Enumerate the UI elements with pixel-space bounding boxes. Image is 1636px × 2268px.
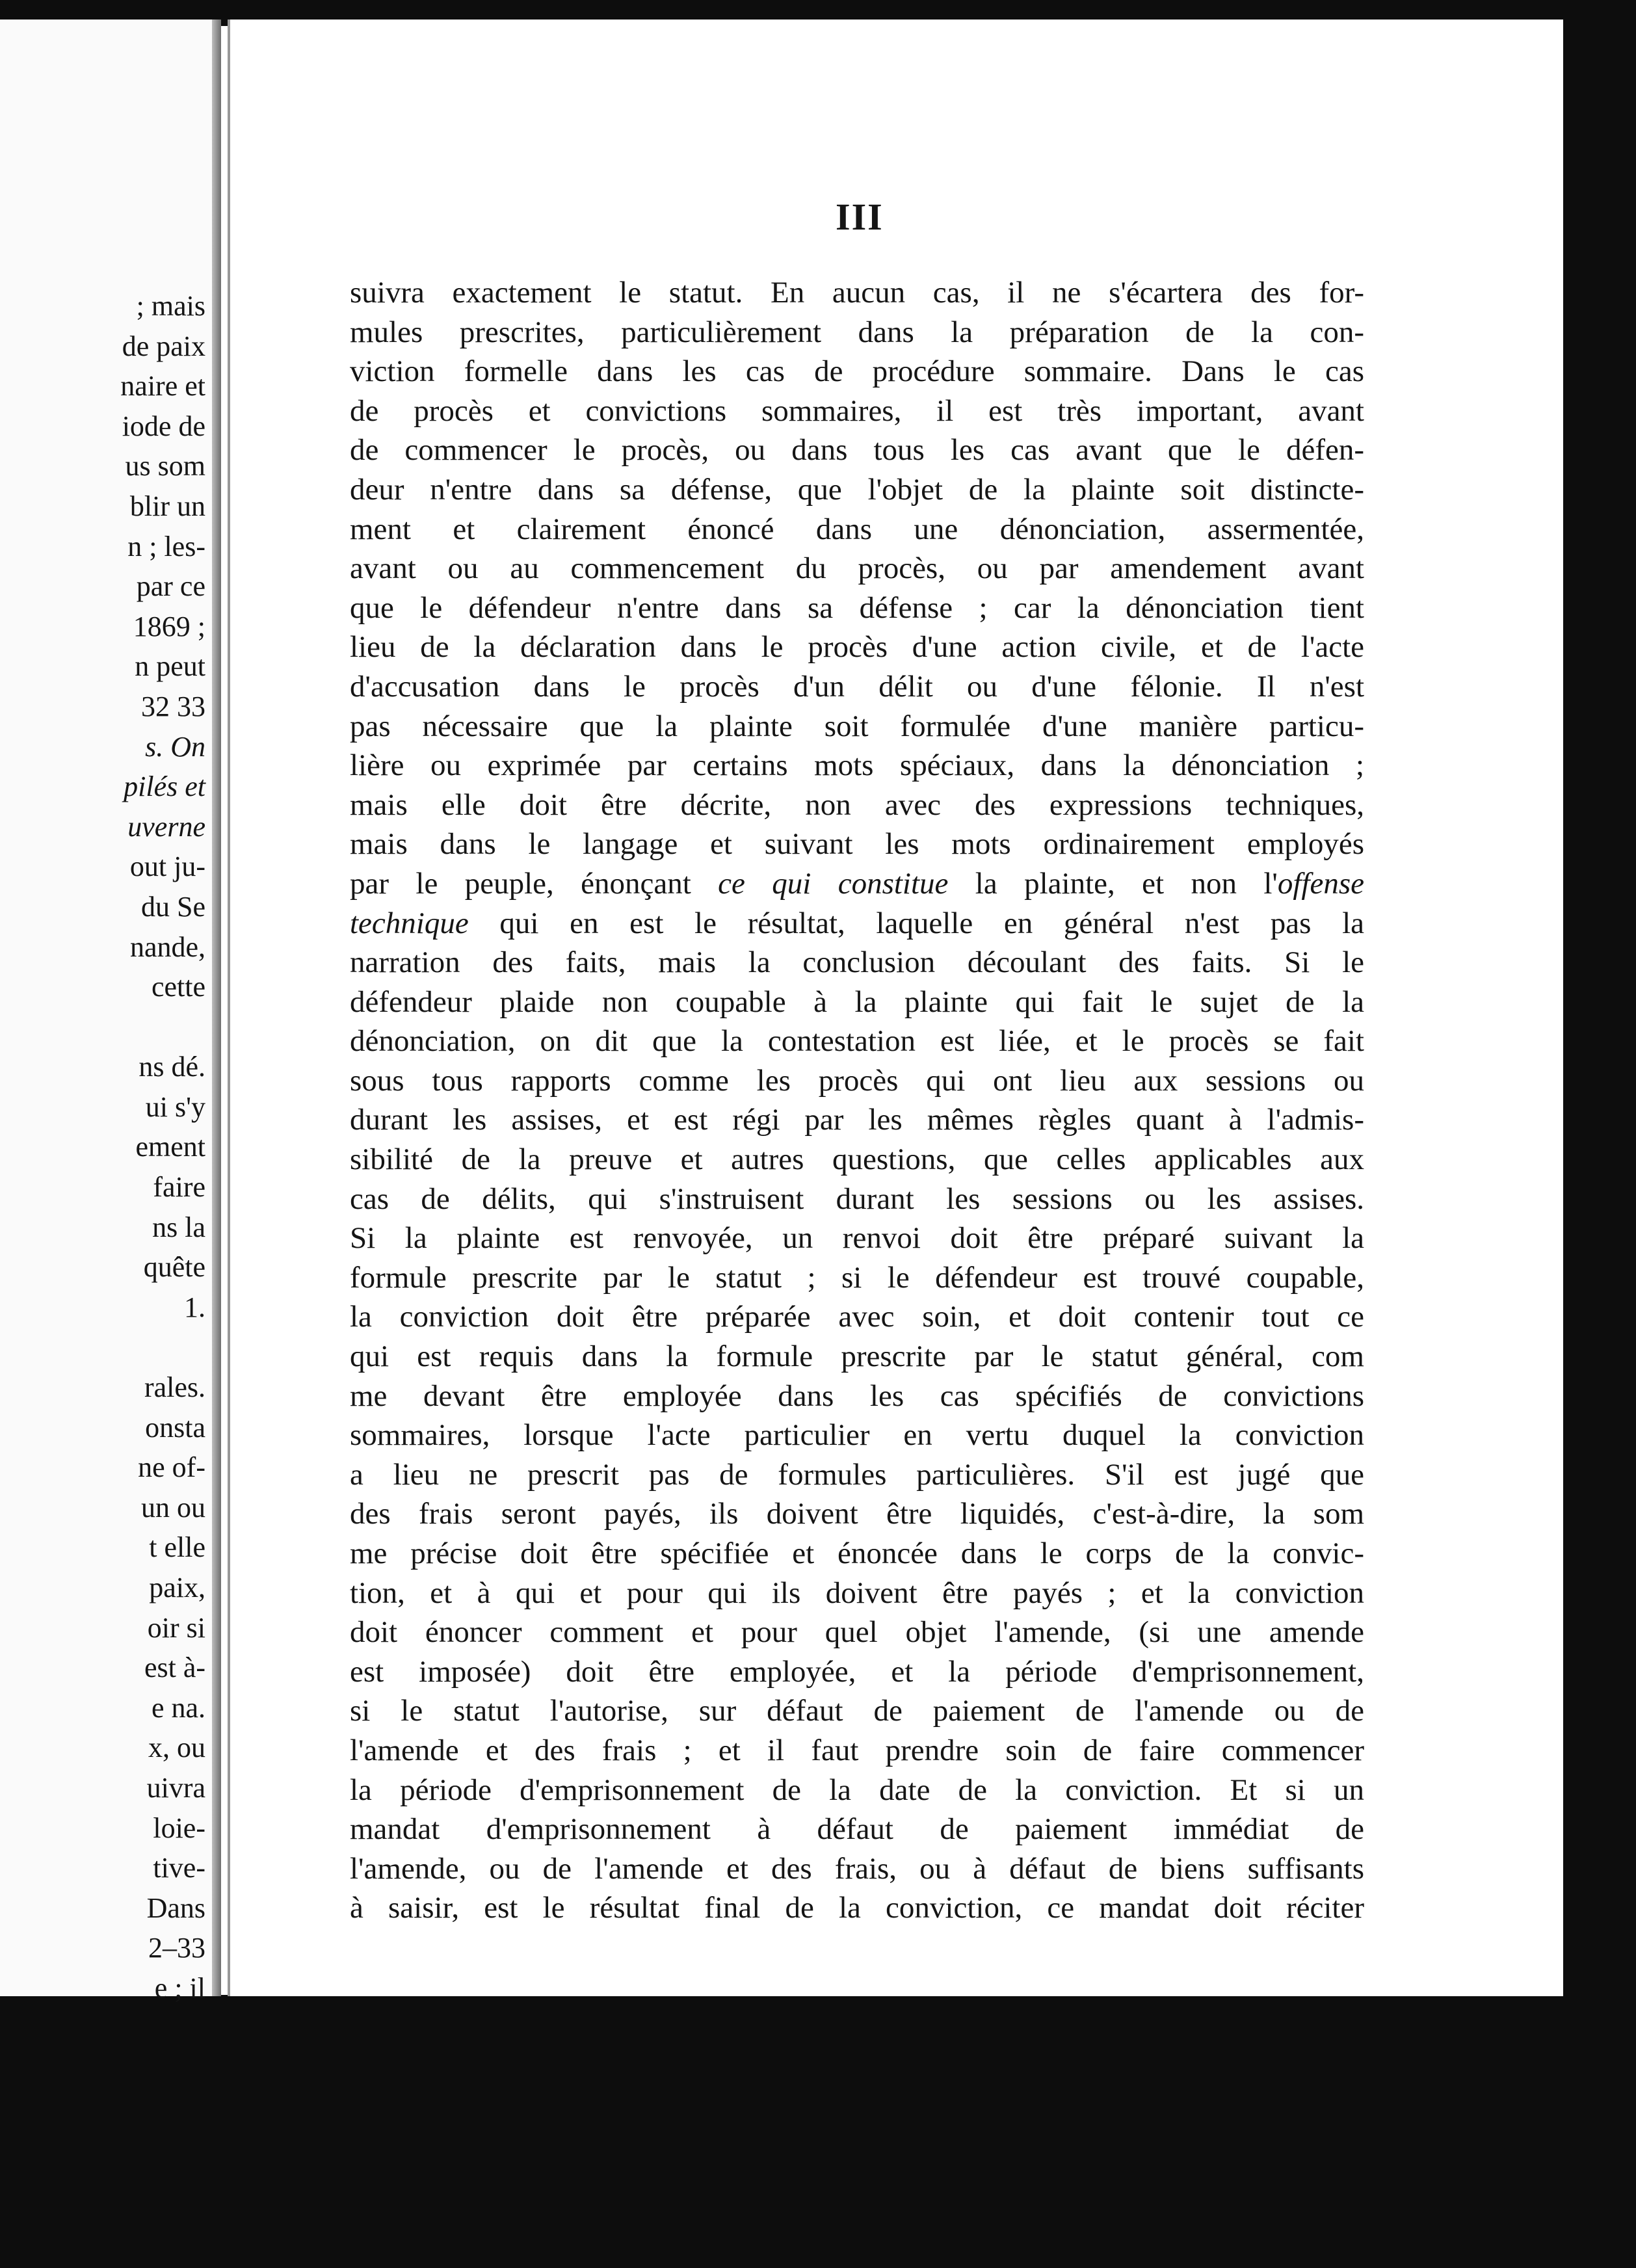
- facing-page-line: s. On: [145, 730, 205, 763]
- text-segment: narration des faits, mais la conclusion découlant des faits. Si le: [350, 945, 1364, 980]
- facing-page-line: faire: [153, 1171, 205, 1204]
- text-line: [350, 943, 1364, 982]
- text-line: [350, 1574, 1364, 1613]
- text-line: [350, 391, 1364, 431]
- facing-page-line: t elle: [149, 1531, 205, 1564]
- text-line: [350, 746, 1364, 785]
- facing-page-line: oir si: [147, 1611, 205, 1644]
- text-line: [350, 1849, 1364, 1889]
- text-line: [350, 1731, 1364, 1771]
- text-segment: ment et clairement énoncé dans une dénonciation, assermentée,: [350, 512, 1364, 546]
- facing-page-line: onsta: [145, 1411, 205, 1444]
- text-line: [350, 1140, 1364, 1180]
- facing-page-line: [120, 1327, 205, 1367]
- text-line: [350, 1613, 1364, 1652]
- facing-page-text: [120, 286, 205, 2009]
- facing-page-line: ; mais: [136, 290, 205, 322]
- facing-page-line: 32 33: [141, 690, 205, 722]
- text-line: [350, 904, 1364, 943]
- facing-page-line: tive-: [153, 1852, 205, 1884]
- facing-page-line: naire et: [120, 370, 205, 402]
- facing-page-line: rales.: [144, 1371, 205, 1404]
- facing-page-line: est à-: [144, 1652, 205, 1684]
- text-line: [350, 1022, 1364, 1061]
- text-line: [350, 1810, 1364, 1849]
- text-segment: que le défendeur n'entre dans sa défense ; car la dénonciation tient: [350, 590, 1364, 625]
- text-segment: me devant être employée dans les cas spécifiés de convictions: [350, 1378, 1364, 1413]
- text-segment: lière ou exprimée par certains mots spéciaux, dans la dénonciation ;: [350, 748, 1364, 783]
- text-line: [350, 1534, 1364, 1574]
- text-segment: cas de délits, qui s'instruisent durant les sessions ou les assises.: [350, 1181, 1364, 1216]
- text-segment: doit énoncer comment et pour quel objet l'amende, (si une amende: [350, 1615, 1364, 1650]
- facing-page-line: de paix: [122, 330, 205, 362]
- facing-page-line: out ju-: [129, 850, 205, 883]
- facing-page-line: e ; il: [154, 1971, 205, 2004]
- facing-page-line: par ce: [136, 570, 205, 603]
- facing-page-line: n peut: [135, 650, 205, 683]
- facing-page-line: ns la: [152, 1211, 205, 1243]
- scan-border-right: [1561, 0, 1636, 2268]
- text-segment: qui est requis dans la formule prescrite par le statut général, com: [350, 1339, 1364, 1374]
- text-segment: l'amende, ou de l'amende et des frais, ou à défaut de biens suffisants: [350, 1851, 1364, 1886]
- text-segment: avant ou au commencement du procès, ou par amendement avant: [350, 551, 1364, 586]
- text-segment: viction formelle dans les cas de procédure sommaire. Dans le cas: [350, 354, 1364, 389]
- facing-page-line: loie-: [153, 1812, 205, 1844]
- text-segment: d'accusation dans le procès d'un délit ou d'une félonie. Il n'est: [350, 669, 1364, 704]
- text-line: [350, 707, 1364, 746]
- text-segment: mais dans le langage et suivant les mots ordinairement employés: [350, 827, 1364, 862]
- facing-page-line: Dans: [146, 1892, 205, 1924]
- text-line: [350, 1219, 1364, 1258]
- facing-page-line: un ou: [141, 1491, 205, 1523]
- facing-page-line: ne of-: [138, 1451, 205, 1484]
- facing-page-line: [120, 1007, 205, 1048]
- text-segment: ce qui constitue: [718, 866, 949, 901]
- facing-page-line: uivra: [146, 1771, 205, 1804]
- text-line: [350, 785, 1364, 825]
- text-segment: mules prescrites, particulièrement dans la préparation de la con-: [350, 315, 1364, 349]
- text-line: [350, 1377, 1364, 1416]
- facing-page-line: blir un: [129, 490, 205, 522]
- facing-page-line: pilés et: [124, 771, 205, 803]
- text-segment: par le peuple, énonçant: [350, 866, 719, 901]
- text-segment: défendeur plaide non coupable à la plainte qui fait le sujet de la: [350, 984, 1364, 1019]
- text-line: [350, 1888, 1364, 1928]
- text-segment: dénonciation, on dit que la contestation est liée, et le procès se fait: [350, 1024, 1364, 1059]
- text-line: [350, 1297, 1364, 1337]
- text-segment: formule prescrite par le statut ; si le défendeur est trouvé coupable,: [350, 1260, 1364, 1295]
- text-line: [350, 588, 1364, 628]
- text-segment: technique: [350, 906, 469, 940]
- page-gutter: [212, 20, 221, 1996]
- facing-page-line: ement: [135, 1131, 205, 1163]
- facing-page-line: ns dé.: [139, 1051, 205, 1083]
- text-segment: durant les assises, et est régi par les mêmes règles quant à l'admis-: [350, 1103, 1364, 1137]
- text-line: [350, 352, 1364, 391]
- text-line: [350, 430, 1364, 470]
- text-line: [350, 313, 1364, 352]
- facing-page-line: quête: [143, 1251, 205, 1284]
- text-segment: sous tous rapports comme les procès qui ont lieu aux sessions ou: [350, 1063, 1364, 1098]
- facing-page-line: n ; les-: [127, 530, 205, 562]
- text-segment: suivra exactement le statut. En aucun cas, il ne s'écartera des for-: [350, 276, 1364, 310]
- facing-page-line: e na.: [151, 1691, 205, 1724]
- facing-page-line: x, ou: [148, 1732, 205, 1764]
- text-line: [350, 1337, 1364, 1377]
- text-line: [350, 1455, 1364, 1495]
- text-segment: lieu de la déclaration dans le procès d'une action civile, et de l'acte: [350, 630, 1364, 665]
- text-line: [350, 1416, 1364, 1455]
- facing-page-line: 1869 ;: [133, 610, 205, 642]
- facing-page-line: us som: [125, 450, 205, 482]
- text-segment: si le statut l'autorise, sur défaut de paiement de l'amende ou de: [350, 1694, 1364, 1728]
- facing-page-line: uverne: [127, 810, 205, 843]
- text-segment: sibilité de la preuve et autres questions, que celles applicables aux: [350, 1142, 1364, 1177]
- text-segment: des frais seront payés, ils doivent être liquidés, c'est-à-dire, la som: [350, 1497, 1364, 1531]
- facing-page-left: [0, 20, 221, 2004]
- text-segment: me précise doit être spécifiée et énoncée dans le corps de la convic-: [350, 1536, 1364, 1570]
- text-segment: à saisir, est le résultat final de la conviction, ce mandat doit réciter: [350, 1891, 1364, 1925]
- scan-border-bottom: [0, 1995, 1636, 2268]
- text-segment: offense: [1277, 866, 1364, 901]
- facing-page-line: 1.: [184, 1291, 205, 1323]
- text-line: [350, 273, 1364, 313]
- text-segment: de procès et convictions sommaires, il est très important, avant: [350, 393, 1364, 428]
- facing-page-line: cette: [151, 971, 205, 1003]
- facing-page-line: du Se: [141, 890, 205, 923]
- text-line: [350, 824, 1364, 864]
- facing-page-line: ui s'y: [145, 1090, 205, 1123]
- text-segment: mandat d'emprisonnement à défaut de paiement immédiat de: [350, 1812, 1364, 1847]
- text-line: [350, 549, 1364, 588]
- text-segment: qui en est le résultat, laquelle en général n'est pas la: [468, 906, 1364, 940]
- text-segment: pas nécessaire que la plainte soit formulée d'une manière particu-: [350, 709, 1364, 743]
- text-line: [350, 1258, 1364, 1298]
- text-segment: la plainte, et non l': [948, 866, 1278, 901]
- text-line: [350, 667, 1364, 707]
- facing-page-line: iode de: [122, 410, 205, 442]
- text-line: [350, 1771, 1364, 1810]
- text-line: [350, 470, 1364, 510]
- text-segment: la période d'emprisonnement de la date de la conviction. Et si un: [350, 1773, 1364, 1807]
- text-line: [350, 982, 1364, 1022]
- text-segment: sommaires, lorsque l'acte particulier en vertu duquel la conviction: [350, 1418, 1364, 1453]
- page-number: III: [836, 196, 884, 238]
- text-segment: la conviction doit être préparée avec soin, et doit contenir tout ce: [350, 1300, 1364, 1334]
- text-line: [350, 510, 1364, 549]
- text-segment: a lieu ne prescrit pas de formules particulières. S'il est jugé que: [350, 1457, 1364, 1492]
- text-line: [350, 1100, 1364, 1140]
- text-line: [350, 627, 1364, 667]
- text-segment: l'amende et des frais ; et il faut prendre soin de faire commencer: [350, 1733, 1364, 1767]
- text-segment: Si la plainte est renvoyée, un renvoi doit être préparé suivant la: [350, 1221, 1364, 1256]
- text-line: [350, 1652, 1364, 1692]
- text-line: [350, 1180, 1364, 1219]
- text-line: [350, 864, 1364, 904]
- facing-page-line: paix,: [149, 1572, 205, 1603]
- text-line: [350, 1494, 1364, 1534]
- body-text: [350, 273, 1364, 1928]
- facing-page-line: nande,: [129, 930, 205, 963]
- text-segment: est imposée) doit être employée, et la période d'emprisonnement,: [350, 1654, 1364, 1689]
- text-line: [350, 1061, 1364, 1101]
- facing-page-line: 2–33: [148, 1932, 205, 1964]
- text-segment: mais elle doit être décrite, non avec des expressions techniques,: [350, 787, 1364, 822]
- text-segment: de commencer le procès, ou dans tous les cas avant que le défen-: [350, 433, 1364, 468]
- text-segment: tion, et à qui et pour qui ils doivent être payés ; et la conviction: [350, 1576, 1364, 1610]
- text-line: [350, 1691, 1364, 1731]
- text-segment: deur n'entre dans sa défense, que l'objet de la plainte soit distincte-: [350, 472, 1364, 507]
